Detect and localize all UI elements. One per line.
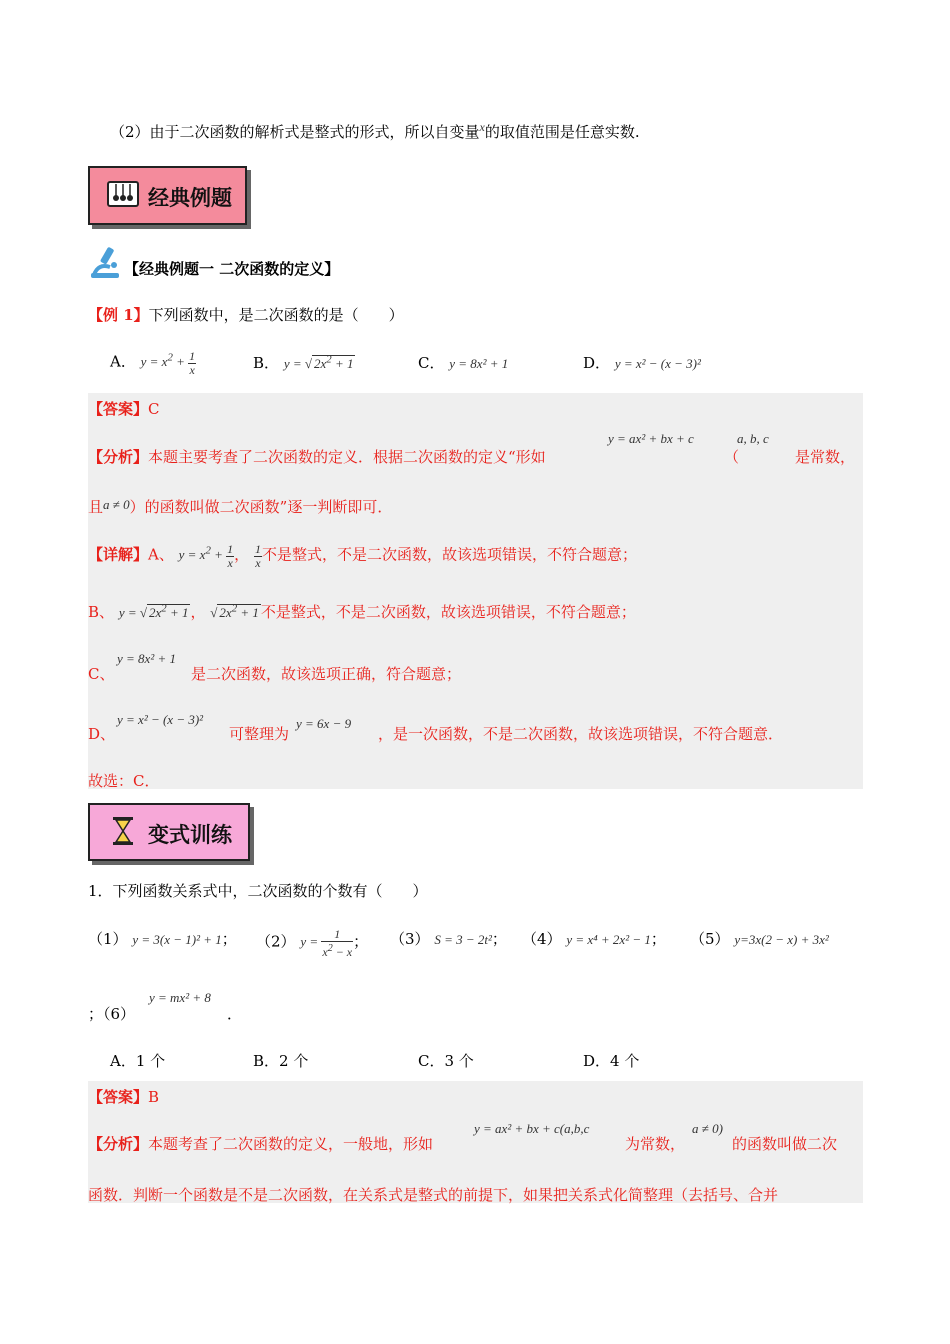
var-x: x <box>479 120 485 134</box>
practice-option-d: D．4 个 <box>583 1052 640 1070</box>
practice-option-a: A．1 个 <box>110 1052 166 1070</box>
choose-line: 故选：C． <box>88 772 160 790</box>
detail-a: 【详解】A、 $y = x^2$ + $\frac{1}{x}$ ， $\frac{1}{x}$ 不是整式，不是二次函数，故该选项错误，不符合题意； <box>88 542 637 570</box>
option-b: B． y = √ $2x^2 + 1$ <box>253 353 354 372</box>
option-b-expr: y = √ $2x^2 + 1$ <box>283 353 354 371</box>
section-title-examples: 经典例题 <box>148 186 232 210</box>
analysis-paren: （ <box>724 448 740 466</box>
practice-item-6-expr: y = mx² + 8 <box>149 990 211 1005</box>
option-c-expr: y = 8x² + 1 <box>449 356 509 371</box>
detail-d-result: y = 6x − 9 <box>296 716 352 731</box>
practice-analysis-line-2: 函数．判断一个函数是不是二次函数，在关系式是整式的前提下，如果把关系式化简整理（去括号、合并 <box>88 1186 779 1204</box>
practice-analysis-formula: y = ax² + bx + c(a,b,c <box>474 1121 590 1136</box>
detail-d-mid: 可整理为 <box>229 725 290 743</box>
detail-b: B、 y = √ $2x^2 + 1$ ， √ $2x^2 + 1$ 不是整式，不是二次函数，故该选项错误，不符合题意； <box>88 602 636 621</box>
option-d-expr: y = x² − (x − 3)² <box>614 356 701 371</box>
section-title-practice: 变式训练 <box>148 823 232 847</box>
section-banner-examples <box>88 166 247 225</box>
detail-b-root: √ $2x^2 + 1$ <box>210 602 259 620</box>
practice-analysis-constants: 为常数， <box>625 1135 686 1153</box>
analysis-constants: 是常数， <box>795 448 856 466</box>
practice-answer-line: 【答案】B <box>88 1088 160 1106</box>
detail-c-prefix: C、 <box>88 665 115 683</box>
practice-item-2-expr: y = $\frac{1}{x^2 - x}$ <box>300 927 353 959</box>
practice1-question: 1．下列函数关系式中，二次函数的个数有（ ） <box>88 882 428 900</box>
detail-c-expr: y = 8x² + 1 <box>117 651 176 666</box>
practice-item-2: （2） y = $\frac{1}{x^2 - x}$ ； <box>256 927 369 959</box>
practice-item-3: （3） S = 3 − 2t²； <box>390 930 507 948</box>
option-a: A． $y = x^2$ + $\frac{1}{x}$ <box>110 349 196 377</box>
practice-item-1: （1） y = 3(x − 1)² + 1； <box>88 930 237 948</box>
practice-option-b: B．2 个 <box>253 1052 309 1070</box>
analysis-abc: a, b, c <box>737 431 769 446</box>
newtons-cradle-icon <box>107 181 139 207</box>
practice-analysis-tail: 的函数叫做二次 <box>732 1135 838 1153</box>
subheading: 【经典例题一 二次函数的定义】 <box>124 260 340 278</box>
detail-b-expr: y = √ $2x^2 + 1$ <box>118 602 189 620</box>
answer-line: 【答案】C <box>88 400 160 418</box>
option-c: C． y = 8x² + 1 <box>418 354 509 372</box>
detail-d-text: ，是一次函数，不是二次函数，故该选项错误，不符合题意． <box>378 725 784 743</box>
option-a-expr: $y = x^2$ + $\frac{1}{x}$ <box>140 349 196 377</box>
microscope-icon <box>88 245 124 279</box>
analysis-line-1: 【分析】本题主要考查了二次函数的定义．根据二次函数的定义“形如 <box>88 448 546 466</box>
section-banner-practice <box>88 803 250 861</box>
practice-item-4: （4） y = x⁴ + 2x² − 1； <box>522 930 666 948</box>
practice-analysis-a: a ≠ 0) <box>692 1121 723 1136</box>
analysis-formula: y = ax² + bx + c <box>608 431 694 446</box>
analysis-line-2: 且a ≠ 0）的函数叫做二次函数”逐一判断即可． <box>88 497 393 516</box>
intro-line: （2）由于二次函数的解析式是整式的形式，所以自变量$^x$的取值范围是任意实数. <box>110 120 640 141</box>
example1-question: 【例 1】下列函数中，是二次函数的是（ ） <box>88 306 404 324</box>
detail-c-text: 是二次函数，故该选项正确，符合题意； <box>191 665 462 683</box>
detail-a-frac: $\frac{1}{x}$ <box>254 542 261 570</box>
practice-option-c: C．3 个 <box>418 1052 474 1070</box>
detail-d-expr: y = x² − (x − 3)² <box>117 712 204 727</box>
hourglass-icon <box>112 816 134 846</box>
option-d: D． y = x² − (x − 3)² <box>583 354 701 372</box>
detail-a-expr: $y = x^2$ + $\frac{1}{x}$ <box>178 542 234 570</box>
practice-item-6-end: ． <box>227 1005 243 1023</box>
practice-item-5: （5） y=3x(2 − x) + 3x² <box>690 930 829 948</box>
detail-d-prefix: D、 <box>88 725 116 743</box>
practice-analysis-line-1: 【分析】本题考查了二次函数的定义，一般地，形如 <box>88 1135 434 1153</box>
practice-item-6: ；（6） <box>88 1005 136 1023</box>
